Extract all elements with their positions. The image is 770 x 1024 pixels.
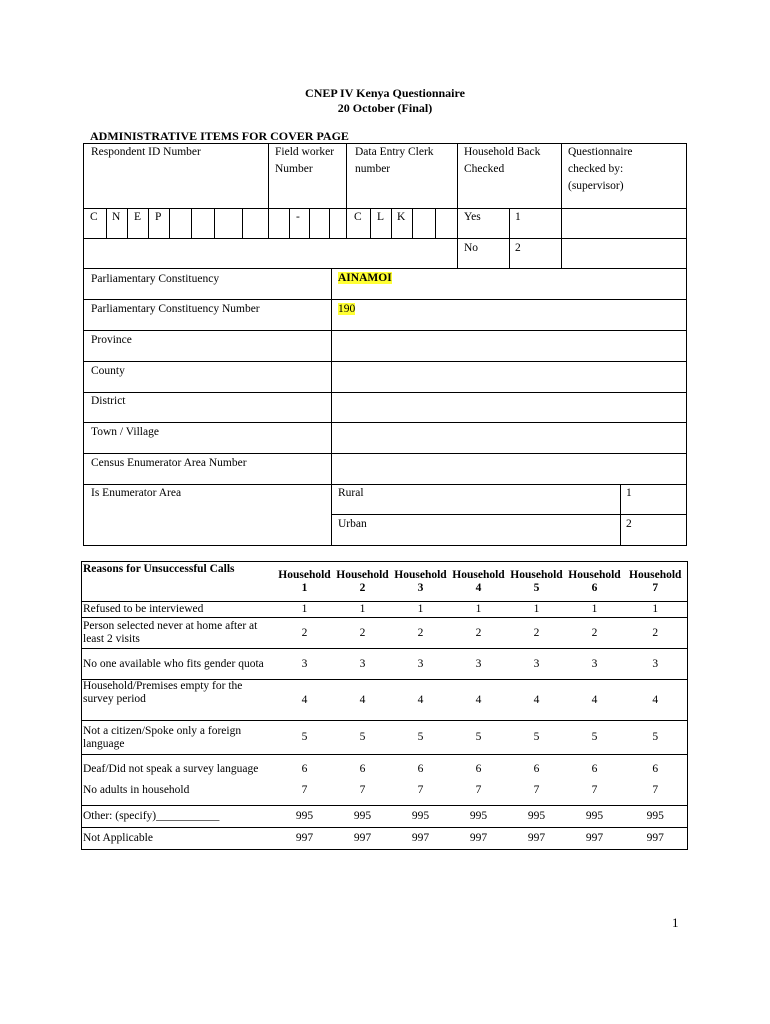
reason-code: 6 [276,755,334,784]
reason-code: 5 [566,721,624,755]
household-number: 5 [533,581,540,594]
cover-col [620,484,621,546]
cover-col [268,143,269,239]
reason-code: 5 [624,721,688,755]
id-box-divider [148,208,149,239]
reason-code: 995 [566,806,624,828]
clk-char: K [397,211,406,223]
reason-code: 2 [392,618,450,649]
household-word: Household [278,568,331,581]
id-box-divider [370,208,371,239]
household-word: Household [394,568,447,581]
reason-code: 7 [301,783,308,796]
reason-code: 3 [392,649,450,680]
respondent-id-label: Respondent ID Number [91,146,201,158]
household-number: 4 [475,581,482,594]
reason-code: 4 [334,680,392,721]
reason-code: 3 [566,649,624,680]
reason-code: 997 [392,828,450,850]
reason-row [82,602,688,618]
section-heading: ADMINISTRATIVE ITEMS FOR COVER PAGE [90,129,349,143]
reason-code: 6 [624,755,688,784]
reason-code: 997 [334,828,392,850]
id-box-divider [191,208,192,239]
reason-code: 4 [566,680,624,721]
reason-code: 7 [417,783,424,796]
cover-rule [83,361,687,362]
no-label: No [464,242,479,254]
reason-code: 7 [533,783,540,796]
reason-label: Person selected never at home after at least 2 visits [82,618,276,649]
reason-code: 7 [624,784,688,806]
reason-code: 6 [450,755,508,784]
id-box-divider [242,208,243,239]
reason-code: 5 [508,721,566,755]
reason-code: 3 [450,649,508,680]
reason-label: Not a citizen/Spoke only a foreign language [82,721,276,755]
reason-code: 1 [508,602,566,618]
reason-code: 4 [508,680,566,721]
reason-code: 2 [566,618,624,649]
reason-label: Deaf/Did not speak a survey language [82,755,276,784]
constituency-value-text: AINAMOI [338,272,392,284]
household-word: Household [568,568,621,581]
cover-rule [83,238,687,239]
id-box-divider [329,208,330,239]
constituency-number-label: Parliamentary Constituency Number [91,303,260,315]
reason-code: 5 [276,721,334,755]
town-label: Town / Village [91,426,159,438]
cover-rule [331,514,687,515]
reason-label: No one available who fits gender quota [82,649,276,680]
reason-code: 2 [276,618,334,649]
reason-code: 3 [624,649,688,680]
household-header-5 [508,562,566,602]
reason-label: Refused to be interviewed [82,602,276,618]
cover-rule [83,208,687,209]
household-header-6 [566,562,624,602]
clk-char: C [354,211,362,223]
id-char: C [90,211,98,223]
reason-code: 1 [566,602,624,618]
id-char: E [134,211,142,223]
reason-code: 5 [334,721,392,755]
constituency-value [338,271,392,285]
household-word: Household [510,568,563,581]
reason-code: 4 [624,680,688,721]
id-box-divider [169,208,170,239]
cover-rule [83,453,687,454]
reason-row [82,828,688,850]
rural-label: Rural [338,487,364,499]
cover-col [457,143,458,269]
reason-code: 995 [276,806,334,828]
province-label: Province [91,334,132,346]
reason-code: 997 [276,828,334,850]
reason-label: Other: (specify)___________ [82,806,276,828]
cover-col [509,208,510,269]
constituency-number-value [338,302,355,316]
id-box-divider [106,208,107,239]
reason-code: 2 [624,618,688,649]
household-header-1 [276,562,334,602]
county-label: County [91,365,125,377]
cover-col [346,143,347,239]
reason-code: 1 [450,602,508,618]
constituency-label: Parliamentary Constituency [91,273,220,285]
household-header-2 [334,562,392,602]
reason-row [82,721,688,755]
reason-code: 6 [508,755,566,784]
reason-code: 995 [624,806,688,828]
reason-code: 3 [276,649,334,680]
reasons-table [81,561,688,850]
household-word: Household [452,568,505,581]
id-box-divider [214,208,215,239]
reason-label: Household/Premises empty for the survey period [82,680,276,721]
page-number: 1 [672,915,679,930]
id-char: P [155,211,162,223]
id-dash: - [296,211,300,223]
reason-code: 997 [566,828,624,850]
cover-col [561,143,562,269]
reason-code: 2 [508,618,566,649]
questionnaire-checked-label: Questionnaire [568,146,633,158]
reasons-header-row [82,562,688,602]
cover-rule [83,422,687,423]
data-entry-label: Data Entry Clerk [355,146,434,158]
district-label: District [91,395,126,407]
household-number: 3 [417,581,424,594]
cover-col [331,268,332,546]
cover-border-left [83,143,84,546]
yes-label: Yes [464,211,481,223]
reason-code: 3 [508,649,566,680]
cover-rule [83,484,687,485]
document-title: CNEP IV Kenya Questionnaire [305,86,465,100]
id-box-divider [289,208,290,239]
reason-code: 4 [450,680,508,721]
reason-code: 997 [450,828,508,850]
household-word: Household [629,568,682,581]
reason-code: 2 [450,618,508,649]
reason-row [82,755,688,784]
cover-border-top [83,143,687,144]
cover-rule [83,330,687,331]
cover-rule [83,268,687,269]
household-number: 1 [301,581,308,594]
id-box-divider [309,208,310,239]
urban-code: 2 [626,518,632,530]
household-back-label: Checked [464,163,505,175]
questionnaire-checked-label: (supervisor) [568,180,624,192]
reason-label: No adults in household [82,784,276,806]
reason-code: 7 [359,783,366,796]
yes-code: 1 [515,211,521,223]
reason-code: 5 [450,721,508,755]
id-box-divider [412,208,413,239]
reason-code: 1 [334,602,392,618]
reason-code: 1 [624,602,688,618]
reason-code: 5 [392,721,450,755]
household-header-3 [392,562,450,602]
questionnaire-checked-label: checked by: [568,163,624,175]
census-label: Census Enumerator Area Number [91,457,247,469]
reason-code: 7 [591,783,598,796]
household-word: Household [336,568,389,581]
reason-code: 4 [276,680,334,721]
reason-row [82,784,688,806]
cover-rule [83,392,687,393]
reason-code: 2 [334,618,392,649]
reason-row [82,806,688,828]
data-entry-label: number [355,163,391,175]
reason-code: 1 [392,602,450,618]
household-header-7 [624,562,688,602]
household-back-label: Household Back [464,146,541,158]
field-worker-label: Number [275,163,313,175]
id-box-divider [435,208,436,239]
reason-code: 3 [334,649,392,680]
reason-code: 995 [392,806,450,828]
reason-code: 995 [450,806,508,828]
reason-code: 997 [508,828,566,850]
id-box-divider [391,208,392,239]
reason-label: Not Applicable [82,828,276,850]
cover-rule [83,299,687,300]
reason-code: 6 [392,755,450,784]
reason-code: 7 [475,783,482,796]
no-code: 2 [515,242,521,254]
reason-code: 4 [392,680,450,721]
field-worker-label: Field worker [275,146,335,158]
reason-row [82,649,688,680]
is-enumerator-label: Is Enumerator Area [91,487,182,499]
reason-code: 6 [566,755,624,784]
reasons-heading: Reasons for Unsuccessful Calls [82,562,276,602]
household-number: 2 [359,581,366,594]
urban-label: Urban [338,518,367,530]
reason-code: 6 [334,755,392,784]
household-number: 6 [591,581,598,594]
reason-code: 995 [334,806,392,828]
cover-border-bottom [83,545,687,546]
document-subtitle: 20 October (Final) [337,101,433,115]
cover-border-right [686,143,687,546]
reason-code: 995 [508,806,566,828]
clk-char: L [377,211,385,223]
reason-code: 997 [624,828,688,850]
household-header-4 [450,562,508,602]
reason-code: 1 [276,602,334,618]
household-number: 7 [652,581,659,594]
reason-row [82,680,688,721]
constituency-number-text: 190 [338,303,356,315]
reason-row [82,618,688,649]
id-char: N [112,211,121,223]
id-box-divider [127,208,128,239]
rural-code: 1 [626,487,632,499]
